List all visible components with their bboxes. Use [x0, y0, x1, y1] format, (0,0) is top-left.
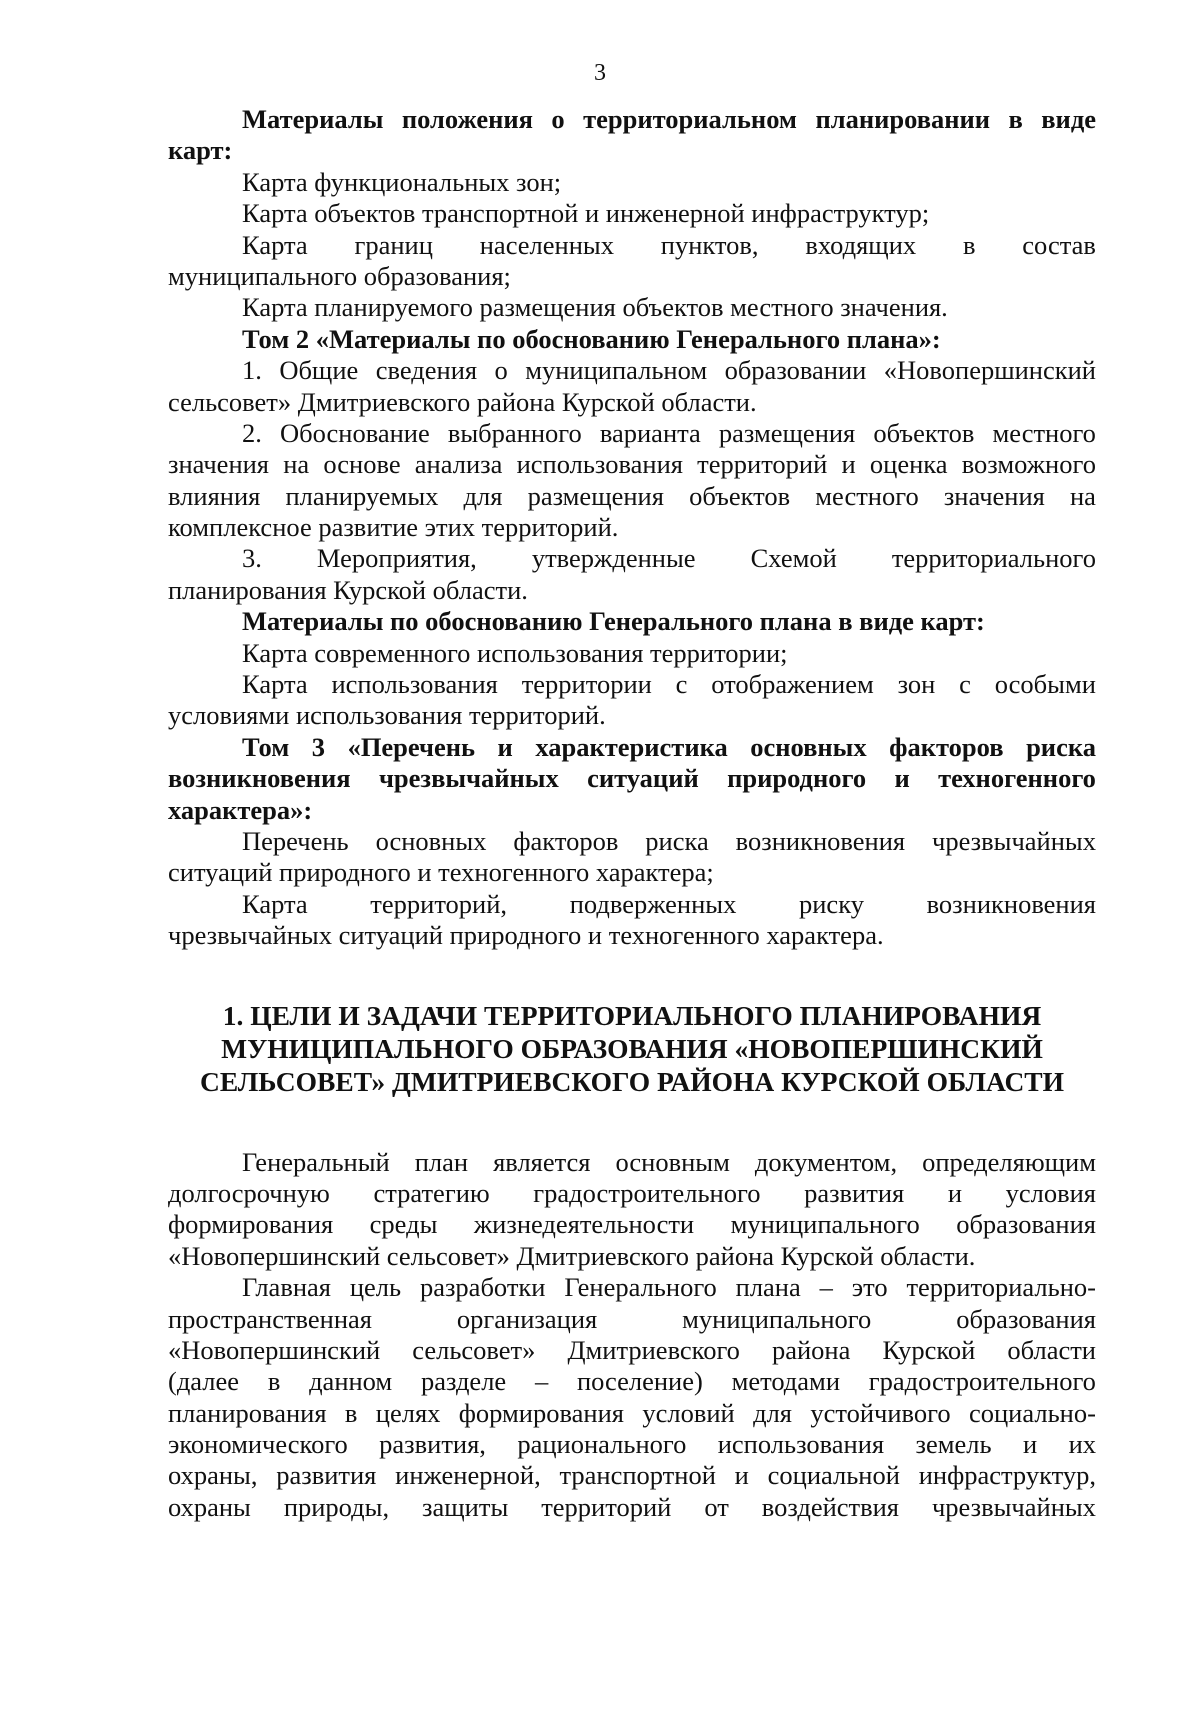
word: плана [735, 1272, 801, 1303]
word: особыми [994, 669, 1096, 700]
word: определяющим [922, 1146, 1096, 1177]
word: чрезвычайных [932, 825, 1096, 856]
word: факторов [889, 731, 1004, 762]
block3-item-1: Карта современного использования территории; [242, 637, 788, 668]
block1-heading-line-2: карт: [168, 135, 233, 166]
word: образовании [724, 355, 867, 386]
word: муниципального [730, 1209, 920, 1240]
word: основе [323, 449, 401, 480]
word: это [851, 1272, 888, 1303]
word: Перечень [242, 825, 349, 856]
word: планировании [815, 104, 991, 134]
block3-heading: Материалы по обоснованию Генерального плана в виде карт: [242, 606, 985, 637]
section-title-line-1: 1. ЦЕЛИ И ЗАДАЧИ ТЕРРИТОРИАЛЬНОГО ПЛАНИРОВАНИЯ [222, 999, 1042, 1031]
word: чрезвычайных [378, 763, 559, 794]
paragraph-2-line-1 [168, 1272, 1096, 1303]
block2-item-2-line-4: комплексное развитие этих территорий. [168, 512, 619, 543]
word: размещения [718, 417, 856, 448]
word: их [1068, 1429, 1096, 1460]
word: транспортной [559, 1460, 716, 1491]
word: на [283, 449, 310, 480]
word: в [267, 1366, 281, 1397]
word: цель [349, 1272, 402, 1303]
word: в [344, 1397, 358, 1428]
word: границ [354, 229, 433, 260]
word: образования [956, 1303, 1096, 1334]
word: территориальном [583, 104, 797, 134]
block1-item-3-line-2: муниципального образования; [168, 260, 511, 291]
paragraph-2-line-4 [168, 1366, 1096, 1397]
word: социальной [767, 1460, 900, 1491]
word: области [1007, 1334, 1096, 1365]
word: разделе [420, 1366, 507, 1397]
word: Карта [242, 229, 308, 260]
word: градостроительного [868, 1366, 1096, 1397]
word: инженерной, [395, 1460, 541, 1491]
word: природы, [283, 1491, 390, 1522]
word: Главная [242, 1272, 331, 1303]
word: с [675, 669, 688, 700]
word: отображением [711, 669, 874, 700]
word: Дмитриевского [567, 1334, 740, 1365]
word: размещения [527, 480, 664, 511]
paragraph-1-line-3 [168, 1209, 1096, 1240]
word: анализа [414, 449, 503, 480]
word: социально- [968, 1397, 1096, 1428]
word: территорий, [370, 888, 508, 919]
word: развития, [379, 1429, 486, 1460]
word: охраны, [168, 1460, 258, 1491]
word: техногенного [938, 763, 1096, 794]
paragraph-1-line-1 [168, 1147, 1096, 1178]
word: инфраструктур, [918, 1460, 1096, 1491]
block2-item-1-line-2: сельсовет» Дмитриевского района Курской области. [168, 386, 757, 417]
block1-heading-line-1 [168, 104, 1096, 135]
block1-item-2: Карта объектов транспортной и инженерной инфраструктур; [242, 198, 930, 229]
word: на [1069, 480, 1096, 511]
block4-item-1-line-1 [168, 826, 1096, 857]
word: развития [804, 1177, 905, 1208]
word: (далее [168, 1366, 240, 1397]
word: условия [1005, 1177, 1096, 1208]
word: и [1022, 1429, 1038, 1460]
word: воздействия [761, 1491, 899, 1522]
word: входящих [805, 229, 917, 260]
block2-item-3-line-1 [168, 543, 1096, 574]
word: 3. [242, 543, 262, 574]
paragraph-1-line-2 [168, 1178, 1096, 1209]
word: «Перечень [347, 731, 476, 762]
word: Карта [242, 888, 308, 919]
word: риска [645, 825, 709, 856]
word: Генерального [564, 1272, 717, 1303]
word: жизнедеятельности [473, 1209, 695, 1240]
word: района [771, 1334, 851, 1365]
block4-item-2-line-1 [168, 889, 1096, 920]
word: виде [1041, 104, 1096, 134]
word: о [494, 355, 508, 386]
block4-item-2-line-2: чрезвычайных ситуаций природного и техногенного характера. [168, 920, 884, 951]
word: факторов [513, 825, 619, 856]
word: Схемой [750, 543, 837, 574]
word: и [947, 1177, 962, 1208]
word: территориально- [906, 1272, 1096, 1303]
block2-item-3-line-2: планирования Курской области. [168, 574, 528, 605]
word: и [734, 1460, 749, 1491]
word: охраны [168, 1491, 251, 1522]
word: основных [750, 731, 867, 762]
word: – [819, 1272, 833, 1303]
word: значения [168, 449, 269, 480]
word: Мероприятия, [316, 543, 477, 574]
block3-item-2-line-2: условиями использования территорий. [168, 700, 606, 731]
block1-item-3-line-1 [168, 230, 1096, 261]
word: разработки [419, 1272, 546, 1303]
block2-item-1-line-1 [168, 355, 1096, 386]
word: стратегию [373, 1177, 490, 1208]
word: 2. [242, 417, 262, 448]
word: образования [956, 1209, 1096, 1240]
block4-heading-line-1 [168, 732, 1096, 763]
word: «Новопершинский [168, 1334, 381, 1365]
block4-heading-line-3: характера»: [168, 794, 313, 825]
section-title-line-2: МУНИЦИПАЛЬНОГО ОБРАЗОВАНИЯ «НОВОПЕРШИНСКИЙ [221, 1032, 1043, 1064]
word: чрезвычайных [931, 1491, 1096, 1522]
word: устойчивого [810, 1397, 951, 1428]
word: Генеральный [242, 1146, 390, 1177]
word: в [1008, 104, 1023, 134]
word: возможного [961, 449, 1096, 480]
word: среды [369, 1209, 438, 1240]
word: градостроительного [533, 1177, 761, 1208]
word: Материалы [242, 104, 384, 134]
word: местного [992, 417, 1096, 448]
word: для [753, 1397, 792, 1428]
word: утвержденные [531, 543, 696, 574]
word: 1. [242, 355, 262, 386]
word: организация [456, 1303, 598, 1334]
paragraph-2-line-3 [168, 1335, 1096, 1366]
word: возникновения [168, 763, 351, 794]
word: пунктов, [660, 229, 759, 260]
word: Обоснование [279, 417, 430, 448]
paragraph-2-line-2 [168, 1304, 1096, 1335]
word: основных [375, 825, 487, 856]
word: условий [642, 1397, 735, 1428]
word: варианта [599, 417, 701, 448]
word: возникновения [926, 888, 1096, 919]
word: данном [309, 1366, 393, 1397]
paragraph-1-line-4: «Новопершинский сельсовет» Дмитриевского района Курской области. [168, 1240, 976, 1271]
word: методами [731, 1366, 841, 1397]
word: состав [1022, 229, 1096, 260]
word: для [463, 480, 503, 511]
block4-item-1-line-2: ситуаций природного и техногенного характера; [168, 857, 714, 888]
paragraph-2-line-6 [168, 1429, 1096, 1460]
word: природного [727, 763, 867, 794]
word: муниципальном [525, 355, 708, 386]
word: характеристика [535, 731, 728, 762]
section-title-line-3: СЕЛЬСОВЕТ» ДМИТРИЕВСКОГО РАЙОНА КУРСКОЙ ОБЛАСТИ [199, 1065, 1065, 1097]
word: зон [897, 669, 936, 700]
word: подверженных [569, 888, 737, 919]
word: – [534, 1366, 549, 1397]
block2-heading: Том 2 «Материалы по обоснованию Генерального плана»: [242, 323, 941, 354]
block2-item-2-line-2 [168, 449, 1096, 480]
word: «Новопершинский [883, 355, 1096, 386]
paragraph-2-line-5 [168, 1398, 1096, 1429]
word: документом, [754, 1146, 898, 1177]
word: защиты [422, 1491, 509, 1522]
word: и [894, 763, 910, 794]
word: и [841, 449, 856, 480]
word: ситуаций [587, 763, 699, 794]
word: возникновения [735, 825, 906, 856]
word: рационального [517, 1429, 687, 1460]
paragraph-2-line-7 [168, 1460, 1096, 1491]
block1-item-4: Карта планируемого размещения объектов местного значения. [242, 292, 948, 323]
word: экономического [168, 1429, 348, 1460]
word: использования [717, 1429, 885, 1460]
word: сведения [375, 355, 478, 386]
word: риску [799, 888, 864, 919]
word: территории [521, 669, 652, 700]
word: основным [615, 1146, 730, 1177]
word: планируемых [285, 480, 439, 511]
word: поселение) [576, 1366, 703, 1397]
word: пространственная [168, 1303, 372, 1334]
word: сельсовет» [412, 1334, 536, 1365]
word: в [962, 229, 976, 260]
block1-item-1: Карта функциональных зон; [242, 166, 562, 197]
word: значения [943, 480, 1045, 511]
word: территориального [891, 543, 1096, 574]
word: о [551, 104, 565, 134]
word: является [493, 1146, 591, 1177]
word: положения [401, 104, 533, 134]
word: от [704, 1491, 729, 1522]
word: населенных [479, 229, 614, 260]
word: план [414, 1146, 469, 1177]
word: местного [815, 480, 919, 511]
block3-item-2-line-1 [168, 669, 1096, 700]
word: территорий [541, 1491, 672, 1522]
document-body [168, 104, 1096, 1523]
word: территорий [697, 449, 828, 480]
word: долгосрочную [168, 1177, 330, 1208]
word: планирования [168, 1397, 327, 1428]
block2-item-2-line-3 [168, 481, 1096, 512]
section-title [168, 999, 1096, 1098]
word: оценка [869, 449, 948, 480]
word: муниципального [682, 1303, 872, 1334]
block2-item-2-line-1 [168, 418, 1096, 449]
word: с [959, 669, 971, 700]
word: земель [915, 1429, 992, 1460]
word: выбранного [447, 417, 582, 448]
word: Курской [882, 1334, 976, 1365]
block4-heading-line-2 [168, 763, 1096, 794]
word: формирования [168, 1209, 334, 1240]
word: влияния [168, 480, 261, 511]
word: Том [242, 731, 290, 762]
word: целях [375, 1397, 441, 1428]
word: Общие [279, 355, 359, 386]
paragraph-2-line-8 [168, 1492, 1096, 1523]
word: объектов [689, 480, 791, 511]
word: использования [516, 449, 683, 480]
word: риска [1026, 731, 1096, 762]
word: 3 [311, 731, 326, 762]
word: объектов [873, 417, 975, 448]
word: формирования [458, 1397, 624, 1428]
page-number: 3 [594, 60, 606, 86]
word: Карта [242, 669, 308, 700]
word: и [497, 731, 513, 762]
word: использования [331, 669, 498, 700]
word: развития [276, 1460, 377, 1491]
